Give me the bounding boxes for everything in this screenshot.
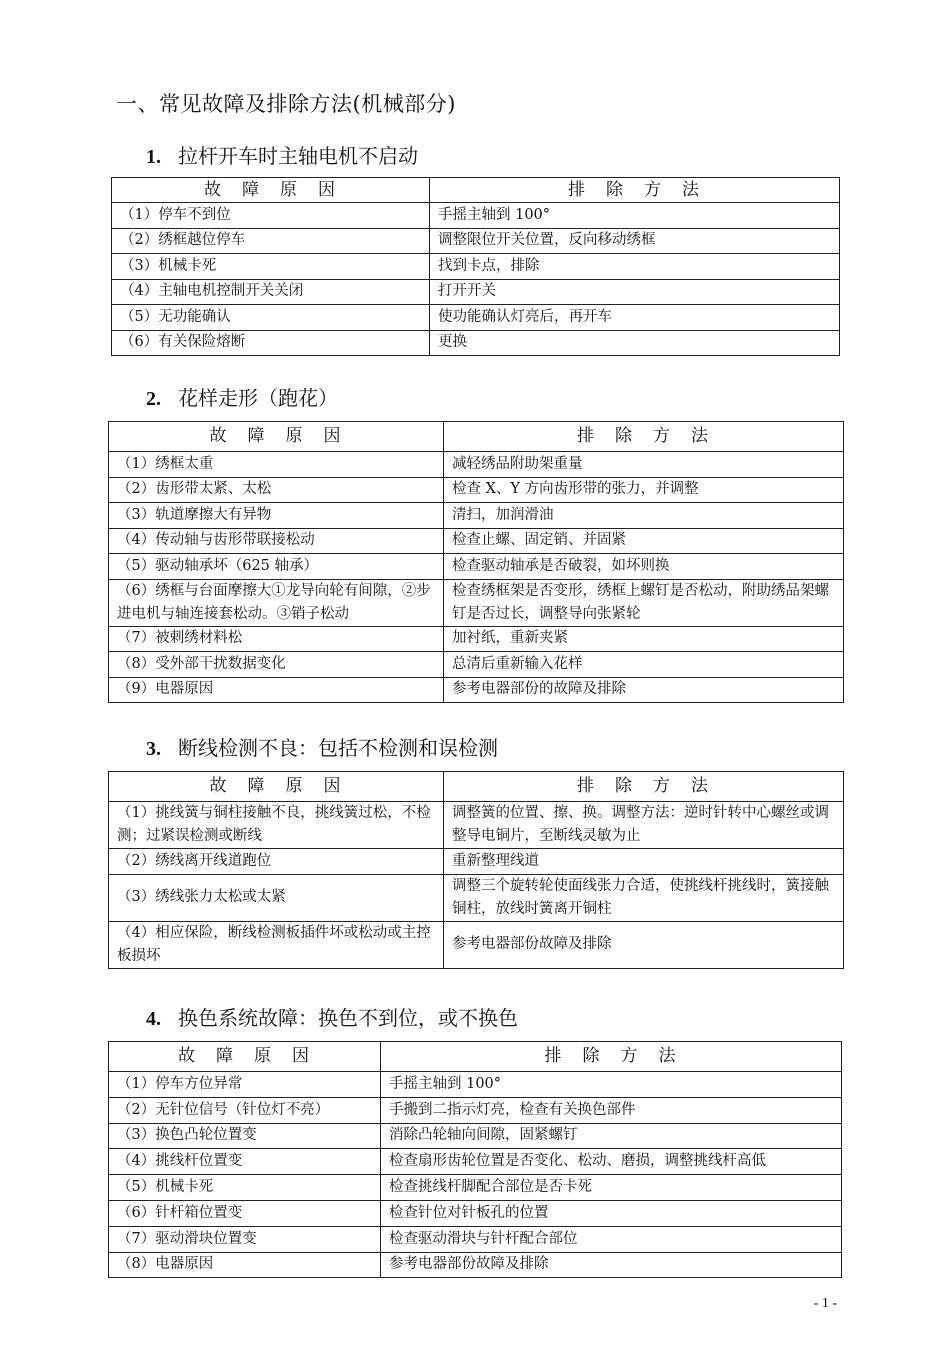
fault-cause-cell: （7）驱动滑块位置变 bbox=[109, 1226, 381, 1252]
fault-cause-cell: （6）针杆箱位置变 bbox=[109, 1200, 381, 1226]
table-row bbox=[109, 1226, 842, 1252]
header-method: 排 除 方 法 bbox=[430, 178, 840, 203]
fix-method-cell: 清扫，加润滑油 bbox=[444, 503, 844, 529]
table-header-row bbox=[109, 422, 844, 452]
fix-method-cell: 检查针位对针板孔的位置 bbox=[381, 1200, 842, 1226]
fault-cause-cell: （1）停车不到位 bbox=[112, 203, 430, 229]
table-header-row bbox=[109, 772, 844, 802]
table-row bbox=[112, 305, 840, 331]
table-row bbox=[109, 1252, 842, 1278]
header-cause: 故 障 原 因 bbox=[112, 178, 430, 203]
table-row bbox=[112, 330, 840, 356]
fix-method-cell: 调整限位开关位置，反向移动绣框 bbox=[430, 228, 840, 254]
table-row bbox=[112, 228, 840, 254]
fault-table-2 bbox=[108, 421, 844, 703]
table-header-row bbox=[109, 1042, 842, 1072]
section-heading: 断线检测不良：包括不检测和误检测 bbox=[178, 736, 498, 760]
fault-cause-cell: （2）绣框越位停车 bbox=[112, 228, 430, 254]
fix-method-cell: 找到卡点，排除 bbox=[430, 254, 840, 280]
fix-method-cell: 调整三个旋转轮使面线张力合适，使挑线杆挑线时，簧接触铜柱，放线时簧离开铜柱 bbox=[444, 874, 844, 921]
fault-cause-cell: （9）电器原因 bbox=[109, 677, 444, 703]
fix-method-cell: 消除凸轮轴向间隙，固紧螺钉 bbox=[381, 1123, 842, 1149]
fix-method-cell: 检查止螺、固定销、并固紧 bbox=[444, 528, 844, 554]
fault-cause-cell: （4）主轴电机控制开关关闭 bbox=[112, 279, 430, 305]
section-heading: 花样走形（跑花） bbox=[178, 386, 338, 410]
fault-cause-cell: （2）齿形带太紧、太松 bbox=[109, 477, 444, 503]
table-row bbox=[109, 503, 844, 529]
fault-cause-cell: （3）轨道摩擦大有异物 bbox=[109, 503, 444, 529]
page-title: 一、常见故障及排除方法(机械部分) bbox=[116, 92, 456, 116]
fix-method-cell: 调整簧的位置、擦、换。调整方法：逆时针转中心螺丝或调整导电铜片，至断线灵敏为止 bbox=[444, 802, 844, 849]
table-row bbox=[109, 921, 844, 968]
table-row bbox=[109, 528, 844, 554]
fault-cause-cell: （3）换色凸轮位置变 bbox=[109, 1123, 381, 1149]
fault-cause-cell: （2）绣线离开线道跑位 bbox=[109, 849, 444, 875]
section-number: 1. bbox=[146, 146, 161, 168]
table-row bbox=[109, 452, 844, 478]
table-header-row bbox=[112, 178, 840, 203]
table-row bbox=[109, 652, 844, 678]
fix-method-cell: 检查扇形齿轮位置是否变化、松动、磨损，调整挑线杆高低 bbox=[381, 1149, 842, 1175]
fix-method-cell: 检查驱动滑块与针杆配合部位 bbox=[381, 1226, 842, 1252]
section-number: 4. bbox=[146, 1008, 161, 1030]
fix-method-cell: 使功能确认灯亮后，再开车 bbox=[430, 305, 840, 331]
fix-method-cell: 重新整理线道 bbox=[444, 849, 844, 875]
fault-cause-cell: （6）有关保险熔断 bbox=[112, 330, 430, 356]
fix-method-cell: 总清后重新输入花样 bbox=[444, 652, 844, 678]
fault-cause-cell: （4）相应保险，断线检测板插件坏或松动或主控板损坏 bbox=[109, 921, 444, 968]
table-row bbox=[109, 802, 844, 849]
fix-method-cell: 检查 X、Y 方向齿形带的张力，并调整 bbox=[444, 477, 844, 503]
table-row bbox=[109, 874, 844, 921]
table-row bbox=[109, 677, 844, 703]
table-row bbox=[109, 477, 844, 503]
table-row bbox=[109, 626, 844, 652]
fault-cause-cell: （8）受外部干扰数据变化 bbox=[109, 652, 444, 678]
table-row bbox=[109, 554, 844, 580]
section-number: 2. bbox=[146, 388, 161, 410]
header-cause: 故 障 原 因 bbox=[109, 422, 444, 452]
fix-method-cell: 加衬纸，重新夹紧 bbox=[444, 626, 844, 652]
fault-cause-cell: （6）绣框与台面摩擦大①龙导向轮有间隙，②步进电机与轴连接套松动。③销子松动 bbox=[109, 579, 444, 626]
section-1-title bbox=[146, 140, 418, 169]
fault-cause-cell: （7）被剌绣材料松 bbox=[109, 626, 444, 652]
fault-cause-cell: （2）无针位信号（针位灯不亮） bbox=[109, 1097, 381, 1123]
fix-method-cell: 参考电器部份故障及排除 bbox=[444, 921, 844, 968]
fault-table-1 bbox=[111, 177, 840, 356]
section-2-title bbox=[146, 382, 338, 411]
header-method: 排 除 方 法 bbox=[444, 422, 844, 452]
section-number: 3. bbox=[146, 738, 161, 760]
fault-cause-cell: （4）挑线杆位置变 bbox=[109, 1149, 381, 1175]
fix-method-cell: 参考电器部份故障及排除 bbox=[381, 1252, 842, 1278]
fix-method-cell: 更换 bbox=[430, 330, 840, 356]
fix-method-cell: 参考电器部份的故障及排除 bbox=[444, 677, 844, 703]
fix-method-cell: 检查驱动轴承是否破裂，如坏则换 bbox=[444, 554, 844, 580]
fault-cause-cell: （1）停车方位异常 bbox=[109, 1072, 381, 1098]
fix-method-cell: 检查绣框架是否变形，绣框上螺钉是否松动，附助绣品架螺钉是否过长，调整导向张紧轮 bbox=[444, 579, 844, 626]
fault-cause-cell: （3）绣线张力太松或太紧 bbox=[109, 874, 444, 921]
section-4-title bbox=[146, 1002, 518, 1031]
fault-cause-cell: （4）传动轴与齿形带联接松动 bbox=[109, 528, 444, 554]
header-method: 排 除 方 法 bbox=[444, 772, 844, 802]
table-row bbox=[109, 579, 844, 626]
fault-table-4 bbox=[108, 1041, 842, 1278]
table-row bbox=[109, 1072, 842, 1098]
table-row bbox=[109, 1175, 842, 1201]
fault-cause-cell: （1）绣框太重 bbox=[109, 452, 444, 478]
fault-cause-cell: （5）机械卡死 bbox=[109, 1175, 381, 1201]
header-cause: 故 障 原 因 bbox=[109, 772, 444, 802]
fix-method-cell: 手摇主轴到 100° bbox=[430, 203, 840, 229]
fix-method-cell: 打开开关 bbox=[430, 279, 840, 305]
fix-method-cell: 减轻绣品附助架重量 bbox=[444, 452, 844, 478]
table-row bbox=[109, 1200, 842, 1226]
fault-cause-cell: （5）驱动轴承坏（625 轴承） bbox=[109, 554, 444, 580]
table-row bbox=[112, 254, 840, 280]
fault-table-3 bbox=[108, 771, 844, 969]
fault-cause-cell: （1）挑线簧与铜柱接触不良，挑线簧过松，不检测；过紧误检测或断线 bbox=[109, 802, 444, 849]
section-heading: 拉杆开车时主轴电机不启动 bbox=[178, 144, 418, 168]
table-row bbox=[112, 279, 840, 305]
fix-method-cell: 检查挑线杆脚配合部位是否卡死 bbox=[381, 1175, 842, 1201]
section-heading: 换色系统故障：换色不到位，或不换色 bbox=[178, 1006, 518, 1030]
table-row bbox=[109, 849, 844, 875]
fix-method-cell: 手摇主轴到 100° bbox=[381, 1072, 842, 1098]
fix-method-cell: 手搬到二指示灯亮，检查有关换色部件 bbox=[381, 1097, 842, 1123]
page-number: - 1 - bbox=[813, 1296, 837, 1311]
table-row bbox=[109, 1149, 842, 1175]
table-row bbox=[109, 1123, 842, 1149]
header-method: 排 除 方 法 bbox=[381, 1042, 842, 1072]
fault-cause-cell: （3）机械卡死 bbox=[112, 254, 430, 280]
fault-cause-cell: （8）电器原因 bbox=[109, 1252, 381, 1278]
header-cause: 故 障 原 因 bbox=[109, 1042, 381, 1072]
fault-cause-cell: （5）无功能确认 bbox=[112, 305, 430, 331]
table-row bbox=[112, 203, 840, 229]
section-3-title bbox=[146, 732, 498, 761]
table-row bbox=[109, 1097, 842, 1123]
